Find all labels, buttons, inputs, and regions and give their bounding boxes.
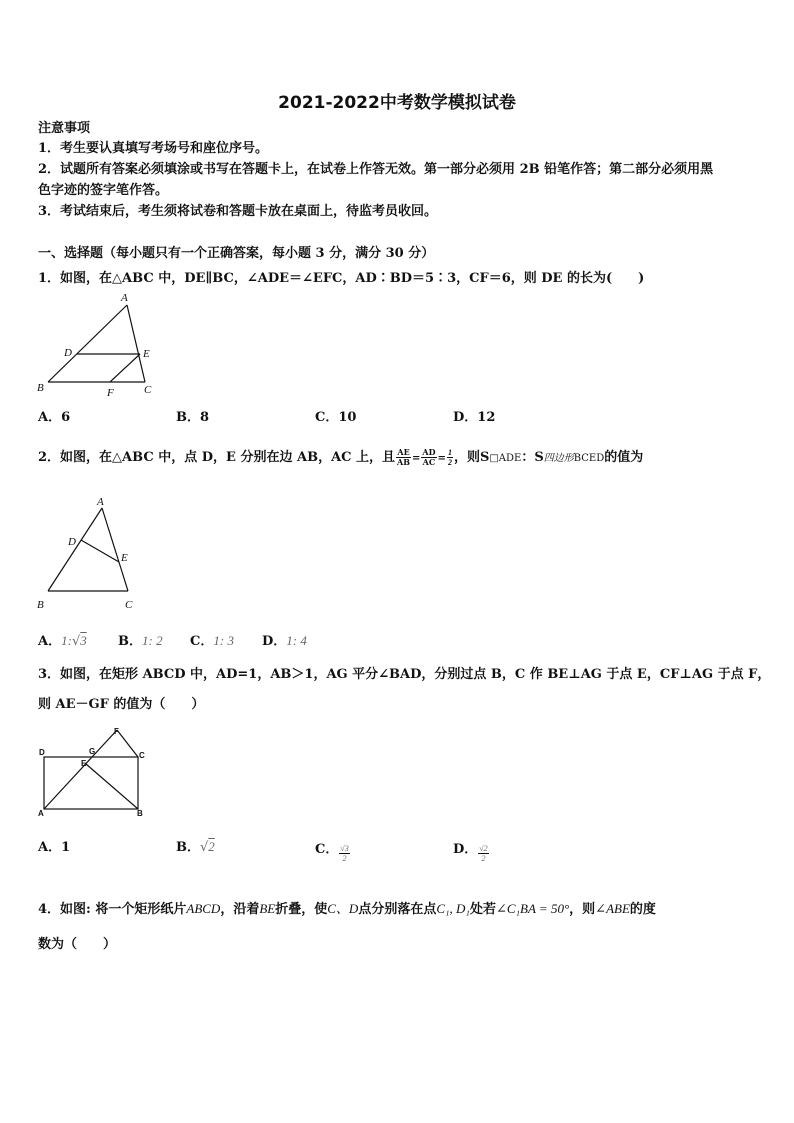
fig1-label-f: F (107, 387, 114, 399)
notice-item-3: 3．考试结束后，考生须将试卷和答题卡放在桌面上，待监考员收回。 (38, 204, 438, 219)
question-3-figure (36, 722, 156, 822)
question-2-option-c[interactable]: C．1: 3 (190, 633, 234, 649)
question-1-option-c[interactable]: C．10 (315, 410, 357, 425)
fig2-label-b: B (37, 599, 44, 611)
question-1-text: 1．如图，在△ABC 中，DE∥BC，∠ADE＝∠EFC，AD∶BD＝5∶3，CF＝6，则 DE 的长为( ) (38, 271, 645, 286)
notice-item-2-line2: 色字迹的签字笔作答。 (38, 183, 169, 198)
question-1-option-b[interactable]: B．8 (176, 410, 210, 425)
fig3-label-d: D (39, 748, 45, 757)
fig1-label-c: C (144, 384, 152, 396)
fig3-label-c: C (139, 751, 145, 760)
question-4-line1: 4．如图: 将一个矩形纸片ABCD，沿着BE折叠，使C、D点分别落在点C₁, D₁处若∠C₁BA = 50°，则∠ABE的度 (38, 901, 656, 917)
question-3-line1: 3．如图，在矩形 ABCD 中，AD=1，AB＞1，AG 平分∠BAD，分别过点 B，C 作 BE⊥AG 于点 E，CF⊥AG 于点 F， (38, 667, 771, 682)
fig1-label-b: B (37, 382, 44, 394)
fraction-ad-ac: $\frac{AD}{AC}$ (422, 447, 436, 467)
fig2-label-c: C (125, 599, 133, 611)
question-1-option-d[interactable]: D．12 (453, 410, 496, 425)
question-2-option-b[interactable]: B．1: 2 (118, 633, 163, 649)
question-3-option-c[interactable]: C． $\frac{√3}{2}$ (315, 842, 349, 863)
fig1-label-a: A (121, 292, 128, 304)
fig3-label-f: F (114, 727, 119, 736)
notice-item-1: 1．考生要认真填写考场号和座位序号。 (38, 141, 269, 156)
fig2-label-e: E (121, 552, 128, 564)
notice-item-2-line1: 2．试题所有答案必须填涂或书写在答题卡上，在试卷上作答无效。第一部分必须用 2B 铅笔作答；第二部分必须用黑 (38, 162, 714, 177)
fig3-label-b: B (137, 809, 143, 818)
question-3-option-b[interactable]: B．√2 (176, 839, 215, 855)
fraction-ae-ab: $\frac{AE}{AB}$ (397, 447, 410, 467)
fig2-label-d: D (68, 536, 76, 548)
notice-heading: 注意事项 (38, 121, 91, 136)
page-title: 2021-2022中考数学模拟试卷 (278, 93, 516, 113)
fraction-one-half: $\frac{1}{2}$ (447, 448, 452, 467)
question-3-line2: 则 AE－GF 的值为（ ） (38, 697, 205, 712)
question-1-option-a[interactable]: A．6 (38, 410, 71, 425)
question-2-text: 2．如图，在△ABC 中，点 D，E 分别在边 AB，AC 上，且 $\frac{AE}{AB}$ = $\frac{AD}{AC}$ = $\frac{1}{2}$ ，则S□ADE：S四边形BCED的值为 (38, 447, 644, 467)
question-1-figure (36, 290, 166, 400)
question-3-option-d[interactable]: D． $\frac{√2}{2}$ (453, 842, 488, 863)
fig1-label-e: E (143, 348, 150, 360)
fig1-label-d: D (64, 347, 72, 359)
fig3-label-a: A (38, 809, 44, 818)
section-heading: 一、选择题（每小题只有一个正确答案，每小题 3 分，满分 30 分） (38, 246, 435, 261)
fig3-label-e: E (81, 759, 87, 768)
question-4-line2: 数为（ ） (38, 937, 117, 952)
question-2-option-a[interactable]: A．1:√3 (38, 633, 87, 649)
question-2-option-d[interactable]: D．1: 4 (262, 633, 307, 649)
question-3-option-a[interactable]: A．1 (38, 840, 71, 855)
question-2-figure (36, 493, 146, 613)
fig3-label-g: G (89, 747, 96, 756)
fig2-label-a: A (97, 496, 104, 508)
